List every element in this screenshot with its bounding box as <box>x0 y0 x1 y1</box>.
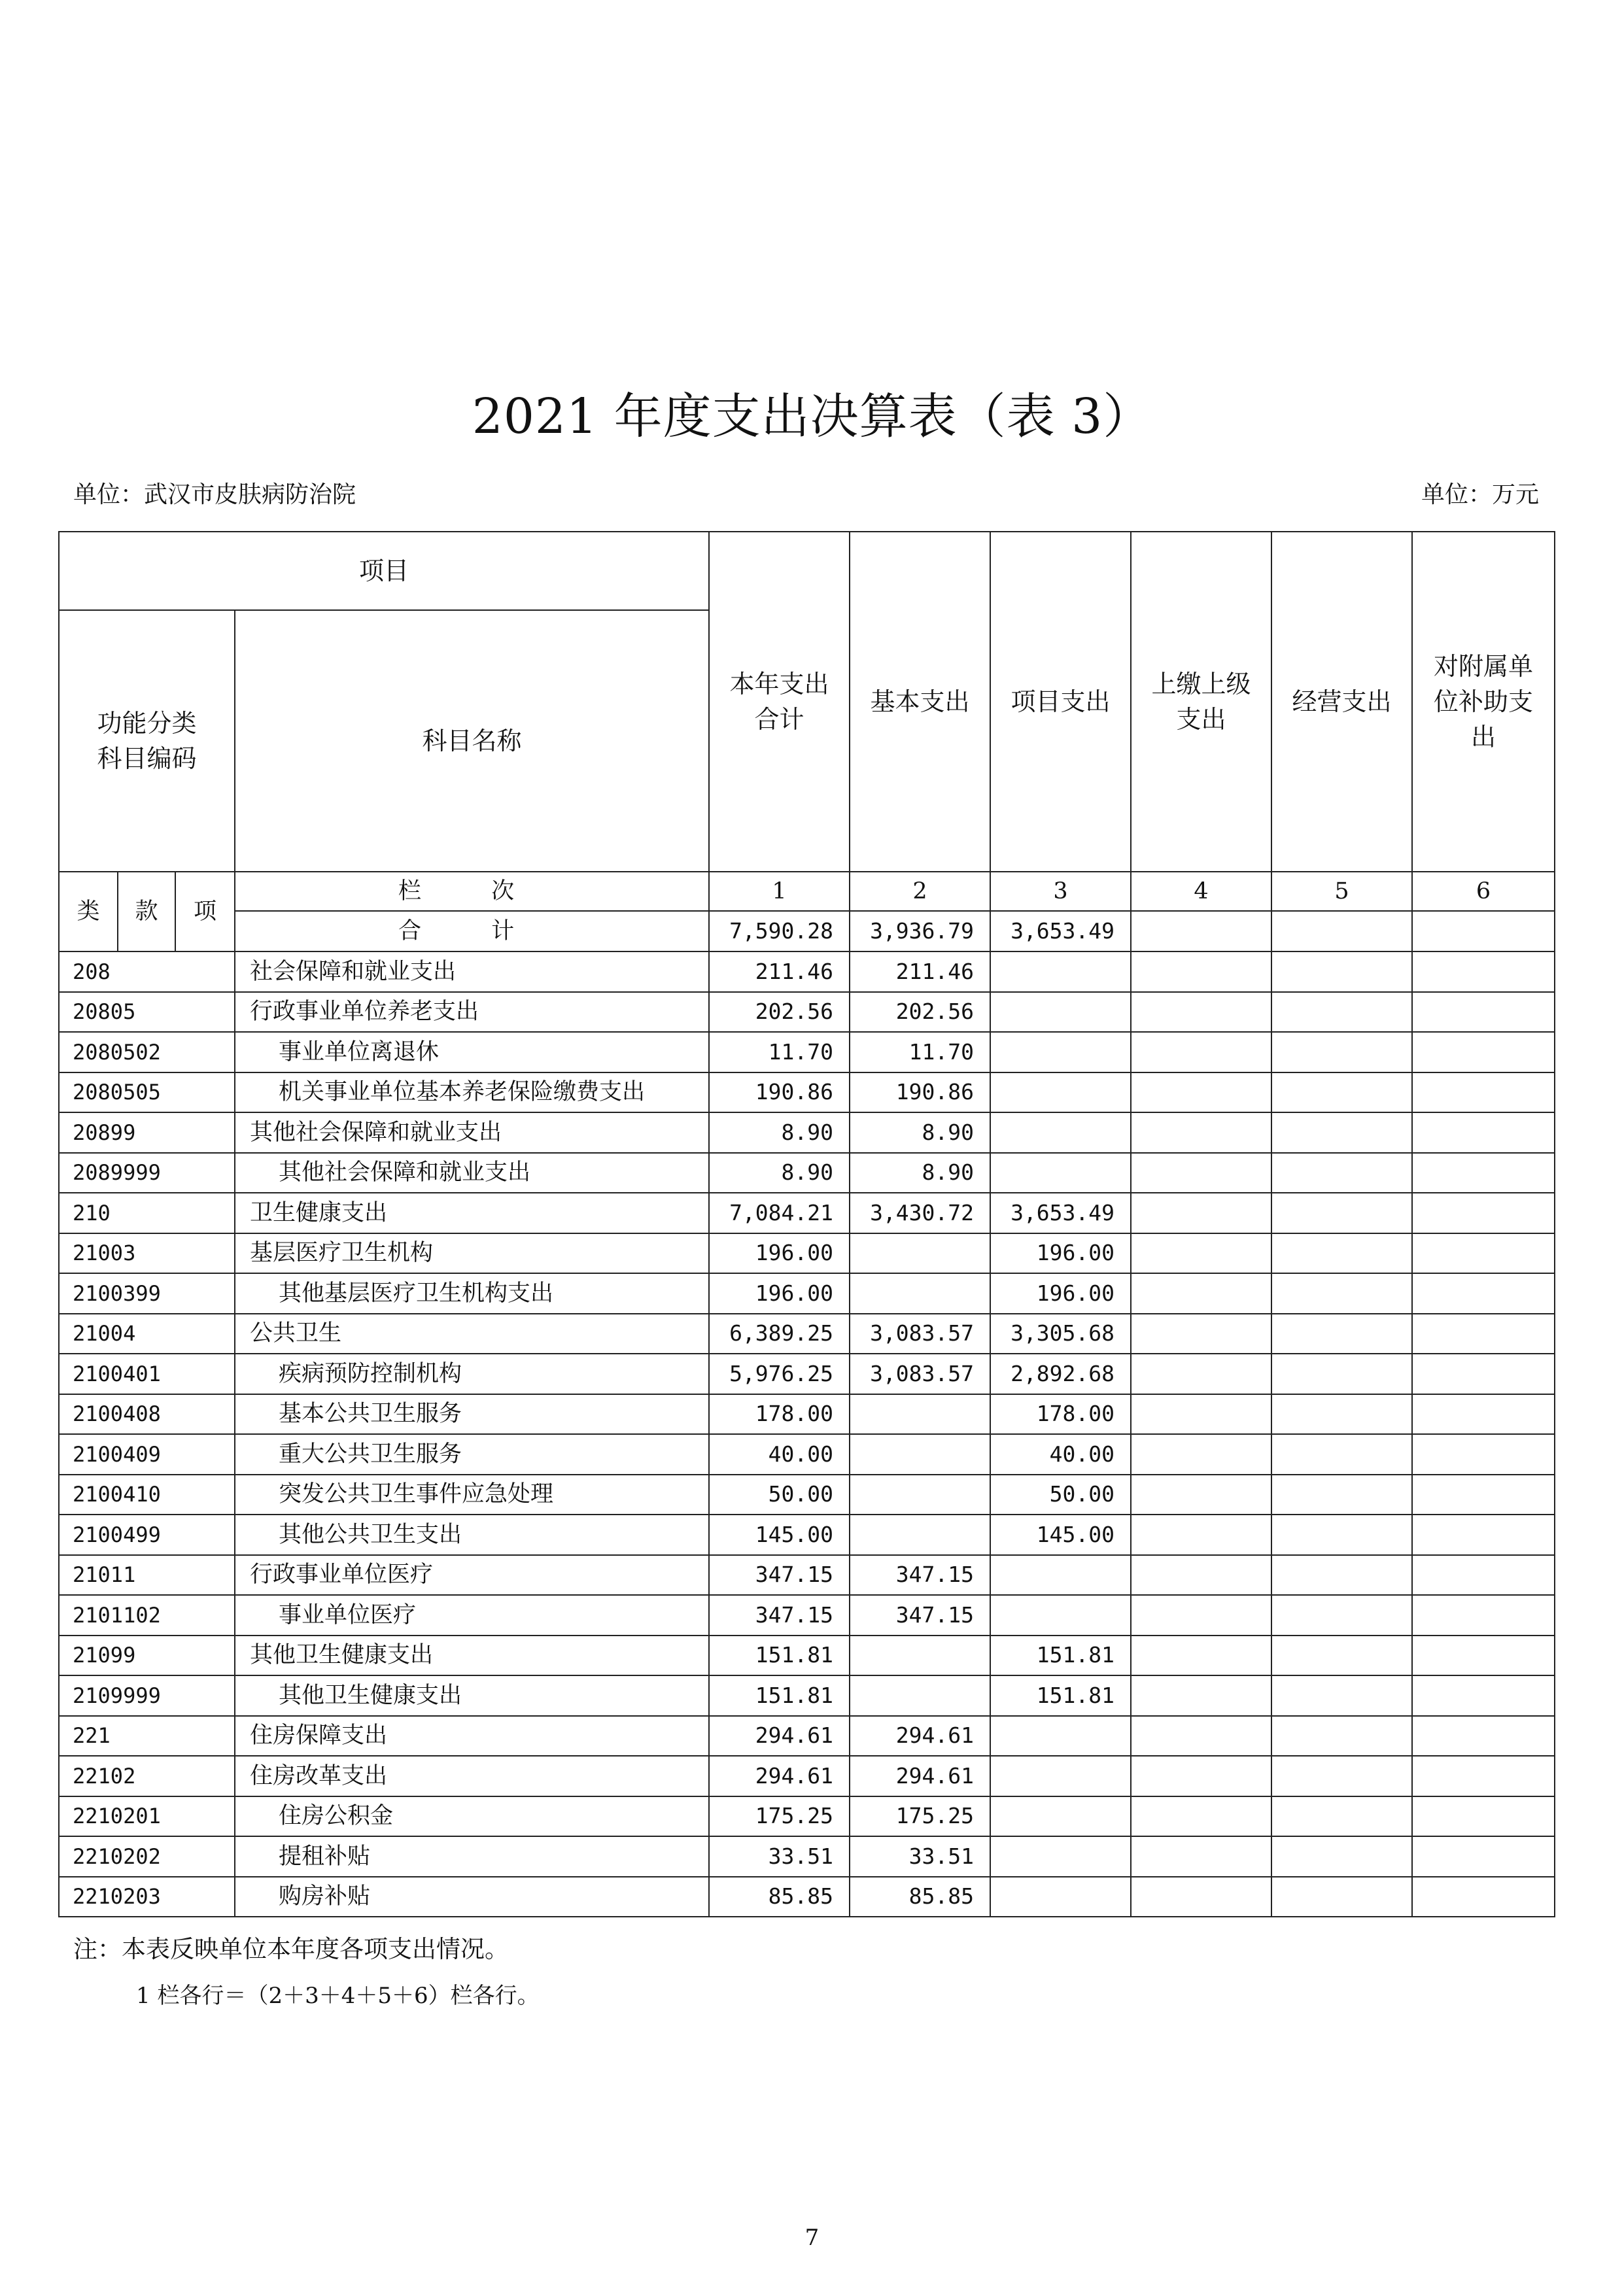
row-project: 3,653.49 <box>990 1193 1131 1233</box>
header-cat: 类 <box>59 872 118 951</box>
row-basic: 347.15 <box>850 1555 990 1596</box>
row-empty-cell <box>1131 1877 1271 1917</box>
row-name: 购房补贴 <box>235 1877 709 1917</box>
col-index-5: 5 <box>1271 872 1412 911</box>
row-empty-cell <box>1412 1394 1555 1435</box>
row-name: 疾病预防控制机构 <box>235 1354 709 1394</box>
row-basic <box>850 1434 990 1475</box>
row-code: 21003 <box>59 1233 235 1274</box>
row-total: 40.00 <box>709 1434 850 1475</box>
row-empty-cell <box>1131 1233 1271 1274</box>
row-code: 2080502 <box>59 1032 235 1072</box>
row-empty-cell <box>1412 1032 1555 1072</box>
row-code: 2100499 <box>59 1515 235 1555</box>
row-name: 事业单位医疗 <box>235 1595 709 1636</box>
row-total: 294.61 <box>709 1756 850 1796</box>
row-empty-cell <box>1271 1072 1412 1113</box>
row-project <box>990 1716 1131 1756</box>
total-label: 合 计 <box>235 911 709 951</box>
table-row <box>59 1233 1555 1274</box>
table-row <box>59 1032 1555 1072</box>
row-project <box>990 1877 1131 1917</box>
header-total: 本年支出合计 <box>709 532 850 872</box>
row-empty-cell <box>1131 1716 1271 1756</box>
row-empty-cell <box>1412 1314 1555 1354</box>
row-basic <box>850 1475 990 1515</box>
row-code: 2210201 <box>59 1796 235 1837</box>
col-index-1: 1 <box>709 872 850 911</box>
row-project <box>990 1555 1131 1596</box>
table-row <box>59 1153 1555 1193</box>
row-name: 其他社会保障和就业支出 <box>235 1153 709 1193</box>
row-empty-cell <box>1412 1555 1555 1596</box>
row-empty-cell <box>1271 1112 1412 1153</box>
table-row <box>59 1354 1555 1394</box>
row-project: 151.81 <box>990 1675 1131 1716</box>
row-name: 公共卫生 <box>235 1314 709 1354</box>
row-code: 208 <box>59 951 235 992</box>
row-code: 20899 <box>59 1112 235 1153</box>
row-empty-cell <box>1271 1193 1412 1233</box>
row-empty-cell <box>1131 1555 1271 1596</box>
row-empty-cell <box>1412 1153 1555 1193</box>
row-name: 其他卫生健康支出 <box>235 1675 709 1716</box>
row-basic: 3,083.57 <box>850 1354 990 1394</box>
row-empty-cell <box>1271 1475 1412 1515</box>
row-basic <box>850 1515 990 1555</box>
row-project: 2,892.68 <box>990 1354 1131 1394</box>
col-index-4: 4 <box>1131 872 1271 911</box>
row-total: 85.85 <box>709 1877 850 1917</box>
row-name: 住房公积金 <box>235 1796 709 1837</box>
row-total: 294.61 <box>709 1716 850 1756</box>
row-code: 2100399 <box>59 1273 235 1314</box>
row-empty-cell <box>1412 1273 1555 1314</box>
row-total: 190.86 <box>709 1072 850 1113</box>
row-code: 2100408 <box>59 1394 235 1435</box>
row-total: 33.51 <box>709 1836 850 1877</box>
row-empty-cell <box>1412 1233 1555 1274</box>
table-row <box>59 1434 1555 1475</box>
row-basic: 33.51 <box>850 1836 990 1877</box>
row-code: 221 <box>59 1716 235 1756</box>
table-row <box>59 1475 1555 1515</box>
row-code: 2080505 <box>59 1072 235 1113</box>
row-total: 175.25 <box>709 1796 850 1837</box>
table-row <box>59 1675 1555 1716</box>
table-row <box>59 1314 1555 1354</box>
row-empty-cell <box>1412 1636 1555 1676</box>
row-empty-cell <box>1271 1796 1412 1837</box>
row-name: 其他公共卫生支出 <box>235 1515 709 1555</box>
col-index-3: 3 <box>990 872 1131 911</box>
row-basic <box>850 1675 990 1716</box>
table-row <box>59 1112 1555 1153</box>
header-item: 项目 <box>59 532 709 610</box>
row-name: 其他基层医疗卫生机构支出 <box>235 1273 709 1314</box>
table-row <box>59 1877 1555 1917</box>
row-name: 提租补贴 <box>235 1836 709 1877</box>
row-name: 行政事业单位养老支出 <box>235 992 709 1033</box>
row-empty-cell <box>1131 951 1271 992</box>
header-upper: 上缴上级支出 <box>1131 532 1271 872</box>
row-empty-cell <box>1271 1636 1412 1676</box>
row-total: 7,084.21 <box>709 1193 850 1233</box>
row-project: 151.81 <box>990 1636 1131 1676</box>
row-empty-cell <box>1271 1032 1412 1072</box>
row-name: 行政事业单位医疗 <box>235 1555 709 1596</box>
col-index-2: 2 <box>850 872 990 911</box>
row-empty-cell <box>1412 951 1555 992</box>
row-basic: 294.61 <box>850 1716 990 1756</box>
row-project <box>990 1072 1131 1113</box>
header-basic: 基本支出 <box>850 532 990 872</box>
table-row <box>59 1836 1555 1877</box>
row-empty-cell <box>1131 1434 1271 1475</box>
row-empty-cell <box>1412 1354 1555 1394</box>
row-empty-cell <box>1271 1434 1412 1475</box>
row-project <box>990 1836 1131 1877</box>
row-empty-cell <box>1271 951 1412 992</box>
row-code: 21011 <box>59 1555 235 1596</box>
row-empty-cell <box>1131 1112 1271 1153</box>
row-project <box>990 1032 1131 1072</box>
row-empty-cell <box>1131 1675 1271 1716</box>
row-project: 196.00 <box>990 1233 1131 1274</box>
row-code: 22102 <box>59 1756 235 1796</box>
row-total: 347.15 <box>709 1595 850 1636</box>
row-basic: 294.61 <box>850 1756 990 1796</box>
row-total: 11.70 <box>709 1032 850 1072</box>
row-code: 2100410 <box>59 1475 235 1515</box>
row-empty-cell <box>1412 1716 1555 1756</box>
row-basic: 347.15 <box>850 1595 990 1636</box>
row-total: 211.46 <box>709 951 850 992</box>
row-basic <box>850 1636 990 1676</box>
row-total: 202.56 <box>709 992 850 1033</box>
row-basic: 85.85 <box>850 1877 990 1917</box>
row-empty-cell <box>1131 1314 1271 1354</box>
total-total: 7,590.28 <box>709 911 850 951</box>
table-row <box>59 1273 1555 1314</box>
page-number: 7 <box>804 2225 820 2251</box>
row-name: 重大公共卫生服务 <box>235 1434 709 1475</box>
row-code: 2109999 <box>59 1675 235 1716</box>
row-empty-cell <box>1271 992 1412 1033</box>
row-project <box>990 992 1131 1033</box>
row-basic <box>850 1233 990 1274</box>
row-basic: 8.90 <box>850 1153 990 1193</box>
row-empty-cell <box>1131 1193 1271 1233</box>
row-total: 6,389.25 <box>709 1314 850 1354</box>
row-empty-cell <box>1271 1675 1412 1716</box>
header-subject-name: 科目名称 <box>235 610 709 872</box>
row-empty-cell <box>1271 1153 1412 1193</box>
row-code: 2100401 <box>59 1354 235 1394</box>
total-basic: 3,936.79 <box>850 911 990 951</box>
currency-unit: 单位：万元 <box>1421 481 1539 508</box>
row-code: 2101102 <box>59 1595 235 1636</box>
row-code: 2210202 <box>59 1836 235 1877</box>
row-empty-cell <box>1131 1796 1271 1837</box>
row-empty-cell <box>1131 992 1271 1033</box>
row-empty-cell <box>1412 1877 1555 1917</box>
row-basic: 190.86 <box>850 1072 990 1113</box>
row-project <box>990 1153 1131 1193</box>
row-project: 196.00 <box>990 1273 1131 1314</box>
row-empty-cell <box>1271 1354 1412 1394</box>
row-empty-cell <box>1271 1233 1412 1274</box>
row-empty-cell <box>1271 1273 1412 1314</box>
row-empty-cell <box>1412 1515 1555 1555</box>
row-empty-cell <box>1412 1796 1555 1837</box>
row-empty-cell <box>1412 1072 1555 1113</box>
row-empty-cell <box>1131 1153 1271 1193</box>
expenditure-table <box>58 531 1555 1917</box>
row-basic <box>850 1394 990 1435</box>
row-empty-cell <box>1131 1475 1271 1515</box>
row-empty-cell <box>1131 1354 1271 1394</box>
header-operating: 经营支出 <box>1271 532 1412 872</box>
row-project: 178.00 <box>990 1394 1131 1435</box>
row-basic: 11.70 <box>850 1032 990 1072</box>
row-name: 事业单位离退休 <box>235 1032 709 1072</box>
row-name: 突发公共卫生事件应急处理 <box>235 1475 709 1515</box>
row-total: 178.00 <box>709 1394 850 1435</box>
row-code: 2210203 <box>59 1877 235 1917</box>
row-empty-cell <box>1271 1515 1412 1555</box>
row-name: 基本公共卫生服务 <box>235 1394 709 1435</box>
row-empty-cell <box>1131 1595 1271 1636</box>
total-row <box>59 911 1555 951</box>
row-name: 其他卫生健康支出 <box>235 1636 709 1676</box>
row-empty-cell <box>1131 1273 1271 1314</box>
table-row <box>59 1636 1555 1676</box>
row-basic: 3,430.72 <box>850 1193 990 1233</box>
row-basic: 8.90 <box>850 1112 990 1153</box>
row-empty-cell <box>1412 1475 1555 1515</box>
row-code: 2100409 <box>59 1434 235 1475</box>
total-project: 3,653.49 <box>990 911 1131 951</box>
row-total: 196.00 <box>709 1233 850 1274</box>
row-name: 机关事业单位基本养老保险缴费支出 <box>235 1072 709 1113</box>
row-project <box>990 1112 1131 1153</box>
page-title: 2021 年度支出决算表（表 3） <box>472 388 1152 445</box>
table-row <box>59 1595 1555 1636</box>
row-empty-cell <box>1271 1314 1412 1354</box>
row-empty-cell <box>1271 1836 1412 1877</box>
row-code: 21099 <box>59 1636 235 1676</box>
row-empty-cell <box>1131 1836 1271 1877</box>
row-name: 其他社会保障和就业支出 <box>235 1112 709 1153</box>
row-empty-cell <box>1131 1636 1271 1676</box>
row-total: 145.00 <box>709 1515 850 1555</box>
reporting-unit: 单位：武汉市皮肤病防治院 <box>73 481 356 508</box>
header-xiang: 项 <box>175 872 235 951</box>
row-total: 151.81 <box>709 1636 850 1676</box>
row-empty-cell <box>1412 1675 1555 1716</box>
table-row <box>59 1515 1555 1555</box>
table-row <box>59 1796 1555 1837</box>
row-empty-cell <box>1131 1032 1271 1072</box>
row-name: 卫生健康支出 <box>235 1193 709 1233</box>
row-empty-cell <box>1271 1756 1412 1796</box>
row-total: 196.00 <box>709 1273 850 1314</box>
row-total: 50.00 <box>709 1475 850 1515</box>
table-row <box>59 951 1555 992</box>
row-empty-cell <box>1131 1515 1271 1555</box>
footnote: 注：本表反映单位本年度各项支出情况。 <box>73 1935 509 1963</box>
header-kuan: 款 <box>118 872 175 951</box>
header-project: 项目支出 <box>990 532 1131 872</box>
row-project <box>990 1595 1131 1636</box>
row-empty-cell <box>1412 1756 1555 1796</box>
row-basic: 211.46 <box>850 951 990 992</box>
row-total: 8.90 <box>709 1112 850 1153</box>
row-total: 347.15 <box>709 1555 850 1596</box>
row-empty-cell <box>1271 1716 1412 1756</box>
col-index-6: 6 <box>1412 872 1555 911</box>
row-basic: 175.25 <box>850 1796 990 1837</box>
row-empty-cell <box>1131 1394 1271 1435</box>
row-empty-cell <box>1131 1072 1271 1113</box>
row-empty-cell <box>1412 992 1555 1033</box>
row-empty-cell <box>1412 1836 1555 1877</box>
row-name: 住房改革支出 <box>235 1756 709 1796</box>
table-row <box>59 1555 1555 1596</box>
row-project <box>990 1796 1131 1837</box>
row-total: 151.81 <box>709 1675 850 1716</box>
row-total: 5,976.25 <box>709 1354 850 1394</box>
row-project: 3,305.68 <box>990 1314 1131 1354</box>
row-name: 住房保障支出 <box>235 1716 709 1756</box>
row-empty-cell <box>1271 1555 1412 1596</box>
header-subsidy: 对附属单位补助支出 <box>1412 532 1555 872</box>
table-row <box>59 992 1555 1033</box>
row-project: 145.00 <box>990 1515 1131 1555</box>
row-empty-cell <box>1412 1595 1555 1636</box>
row-project: 50.00 <box>990 1475 1131 1515</box>
row-project: 40.00 <box>990 1434 1131 1475</box>
row-empty-cell <box>1271 1877 1412 1917</box>
row-empty-cell <box>1271 1394 1412 1435</box>
header-code: 功能分类科目编码 <box>59 610 235 872</box>
row-code: 210 <box>59 1193 235 1233</box>
table-row <box>59 1394 1555 1435</box>
header-lanci: 栏 次 <box>235 872 709 911</box>
row-name: 社会保障和就业支出 <box>235 951 709 992</box>
row-code: 2089999 <box>59 1153 235 1193</box>
row-empty-cell <box>1412 1193 1555 1233</box>
table-row <box>59 1716 1555 1756</box>
row-project <box>990 1756 1131 1796</box>
row-empty-cell <box>1271 1595 1412 1636</box>
row-code: 21004 <box>59 1314 235 1354</box>
row-basic: 3,083.57 <box>850 1314 990 1354</box>
row-empty-cell <box>1412 1112 1555 1153</box>
table-row <box>59 1193 1555 1233</box>
row-name: 基层医疗卫生机构 <box>235 1233 709 1274</box>
row-project <box>990 951 1131 992</box>
row-code: 20805 <box>59 992 235 1033</box>
row-empty-cell <box>1412 1434 1555 1475</box>
row-basic <box>850 1273 990 1314</box>
row-empty-cell <box>1131 1756 1271 1796</box>
table-row <box>59 1756 1555 1796</box>
table-row <box>59 1072 1555 1113</box>
row-basic: 202.56 <box>850 992 990 1033</box>
footnote-formula: 1 栏各行＝（2＋3＋4＋5＋6）栏各行。 <box>136 1983 540 2009</box>
row-total: 8.90 <box>709 1153 850 1193</box>
